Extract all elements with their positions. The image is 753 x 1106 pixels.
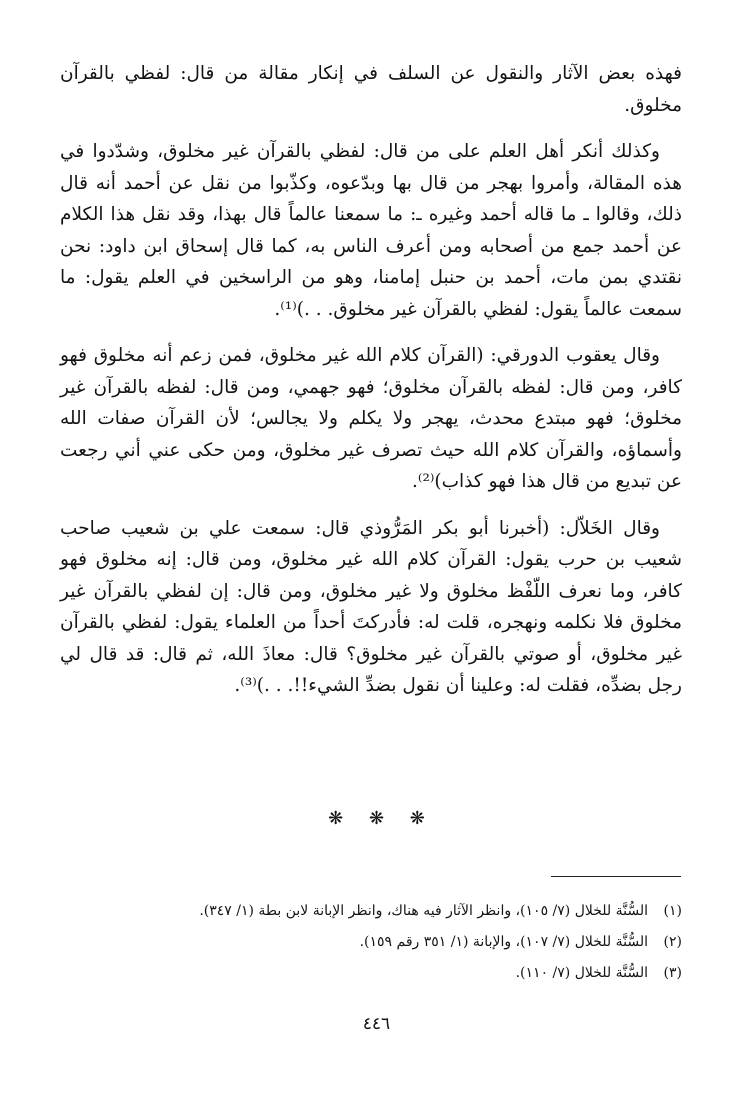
page-number: ٤٤٦ (362, 1014, 391, 1034)
footnote (60, 896, 682, 927)
paragraph: فهذه بعض الآثار والنقول عن السلف في إنكار مقالة من قال: لفظي بالقرآن مخلوق. (60, 63, 682, 116)
paragraph: وقال يعقوب الدورقي: (القرآن كلام الله غير مخلوق، فمن زعم أنه مخلوق فهو كافر، ومن قال: لفظه بالقرآن مخلوق؛ فهو جهمي، ومن قال: لفظه بالقرآن غير مخلوق؛ فهو مبتدع محدث، يهجر ولا يكلم ولا يجالس؛ لأن القرآن صفات الله وأسماؤه، والقرآن كلام الله حيث تصرف غير مخلوق، ومن حكى عني أني رجعت عن تبديع من قال هذا فهو كذاب)⁽²⁾. (60, 345, 682, 492)
section-separator: ❋ ❋ ❋ (328, 808, 425, 829)
main-text (60, 58, 682, 717)
footnote (60, 958, 682, 989)
footnote (60, 927, 682, 958)
paragraph: وقال الخَلاّل: (أخبرنا أبو بكر المَرُّوذي قال: سمعت علي بن شعيب صاحب شعيب بن حرب يقول: القرآن كلام الله غير مخلوق، ومن قال: إنه مخلوق فهو كافر، وما نعرف اللّفْظ مخلوق ولا غير مخلوق، ومن قال: إن لفظي بالقرآن غير مخلوق فلا نكلمه ونهجره، قلت له: فأدركتَ أحداً من العلماء يقول: لفظي بالقرآن غير مخلوق، أو صوتي بالقرآن غير مخلوق؟ قال: معاذَ الله، ثم قال: قد قال لي رجل بضدِّه، فقلت له: وعلينا أن نقول بضدِّ الشيء!!. . .)⁽³⁾. (60, 517, 682, 696)
footnote-text: السُّنَّة للخلال (٧/ ١٠٧)، والإبانة (١/ ٣٥١ رقم ١٥٩). (359, 934, 648, 950)
footnotes (60, 896, 682, 989)
paragraph: وكذلك أنكر أهل العلم على من قال: لفظي بالقرآن غير مخلوق، وشدّدوا في هذه المقالة، وأمروا بهجر من قال بها وبدّعوه، وكذّبوا من نقل عن أحمد أنه قال ذلك، وقالوا ـ ما قاله أحمد وغيره ـ: ما سمعنا عالماً قال بهذا، وقد نقل هذا الكلام عن أحمد جمع من أصحابه ومن أعرف الناس به، كما قال إسحاق ابن داود: نحن نقتدي بمن مات، أحمد بن حنبل إمامنا، وهو من الراسخين في العلم يقول: ما سمعت عالماً يقول: لفظي بالقرآن غير مخلوق. . .)⁽¹⁾. (60, 141, 682, 320)
footnote-number: (٢) (663, 934, 682, 950)
footnote-text: السُّنَّة للخلال (٧/ ١١٠). (515, 965, 648, 981)
footnote-rule (551, 876, 681, 877)
footnote-number: (٣) (663, 965, 682, 981)
footnote-text: السُّنَّة للخلال (٧/ ١٠٥)، وانظر الآثار فيه هناك، وانظر الإبانة لابن بطة (١/ ٣٤٧). (199, 903, 648, 919)
footnote-number: (١) (663, 903, 682, 919)
